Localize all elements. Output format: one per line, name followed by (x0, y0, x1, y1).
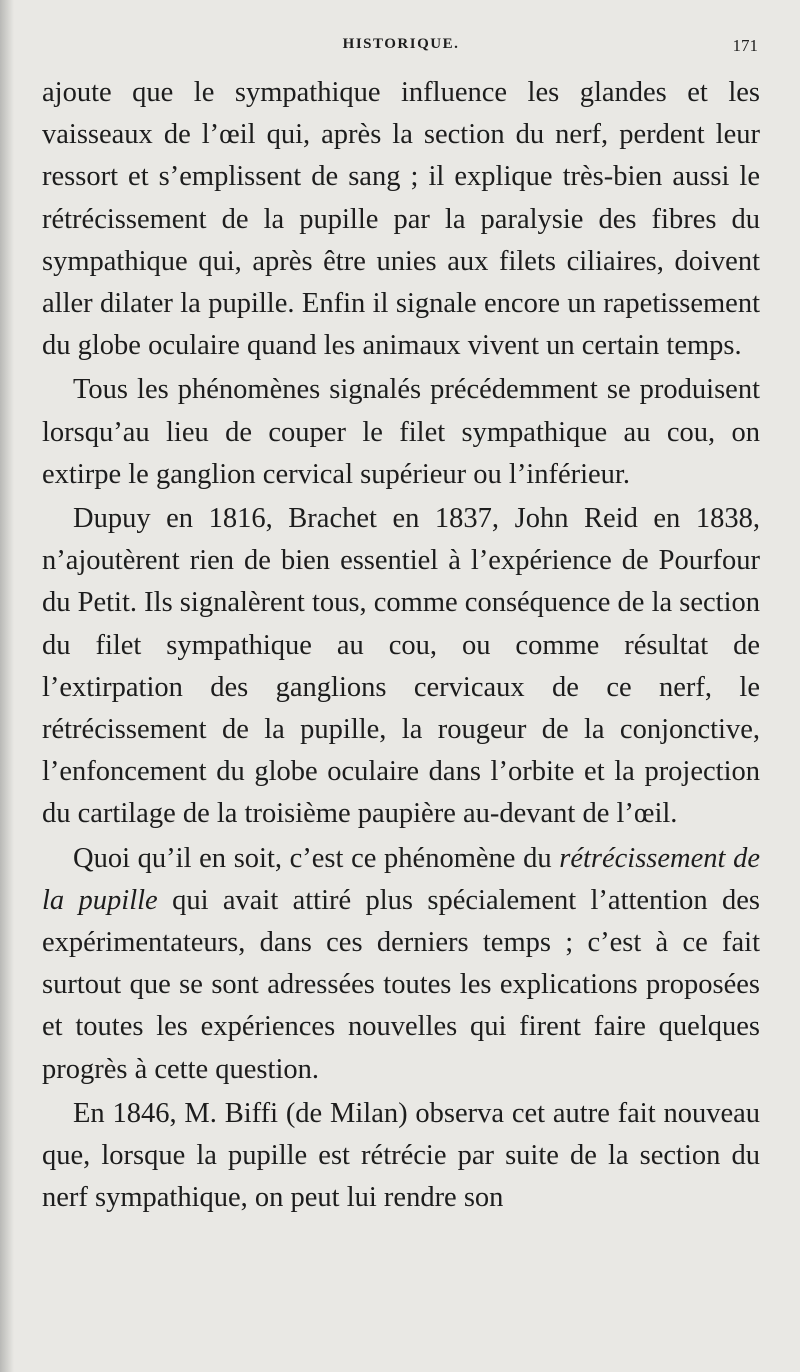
paragraph-4-text-before: Quoi qu’il en soit, c’est ce phénomène du (73, 842, 560, 874)
paragraph-1: ajoute que le sympathique influence les glandes et les vaisseaux de l’œil qui, après la section du nerf, perdent leur ressort et s’emplissent de sang ; il explique très-bien aussi le rétrécissement de la pupille par la paralysie des fibres du sympathique qui, après être unies aux filets ciliaires, doivent aller dilater la pupille. Enfin il signale encore un rapetissement du globe oculaire quand les animaux vivent un certain temps. (42, 77, 760, 362)
paragraph-3: Dupuy en 1816, Brachet en 1837, John Reid en 1838, n’ajoutèrent rien de bien essentiel à l’expérience de Pourfour du Petit. Ils signalèrent tous, comme conséquence de la section du filet sympathique au cou, ou comme résultat de l’extirpation des ganglions cervicaux de ce nerf, le rétrécissement de la pupille, la rougeur de la conjonctive, l’enfoncement du globe oculaire dans l’orbite et la projection du cartilage de la troisième paupière au-devant de l’œil. (42, 503, 760, 830)
paragraph-4 (42, 838, 760, 1091)
paragraph-5: En 1846, M. Biffi (de Milan) observa cet autre fait nouveau que, lorsque la pupille est rétrécie par suite de la section du nerf sympathique, on peut lui rendre son (42, 1097, 760, 1214)
running-head (44, 36, 758, 58)
paragraph-4-text-after: qui avait attiré plus spécialement l’attention des expérimentateurs, dans ces derniers temps ; c’est à ce fait surtout que se sont adressées toutes les explications proposées et toutes les expériences nouvelles qui firent faire quelques progrès à cette question. (42, 884, 761, 1085)
paragraph-4-italic: rétrécissement de la pupille (42, 842, 760, 916)
page-number: 171 (732, 36, 758, 55)
page-body (42, 72, 760, 1219)
running-title: HISTORIQUE. (342, 36, 460, 52)
paragraph-2: Tous les phénomènes signalés précédemment se produisent lorsqu’au lieu de couper le filet sympathique au cou, on extirpe le ganglion cervical supérieur ou l’inférieur. (42, 374, 760, 490)
